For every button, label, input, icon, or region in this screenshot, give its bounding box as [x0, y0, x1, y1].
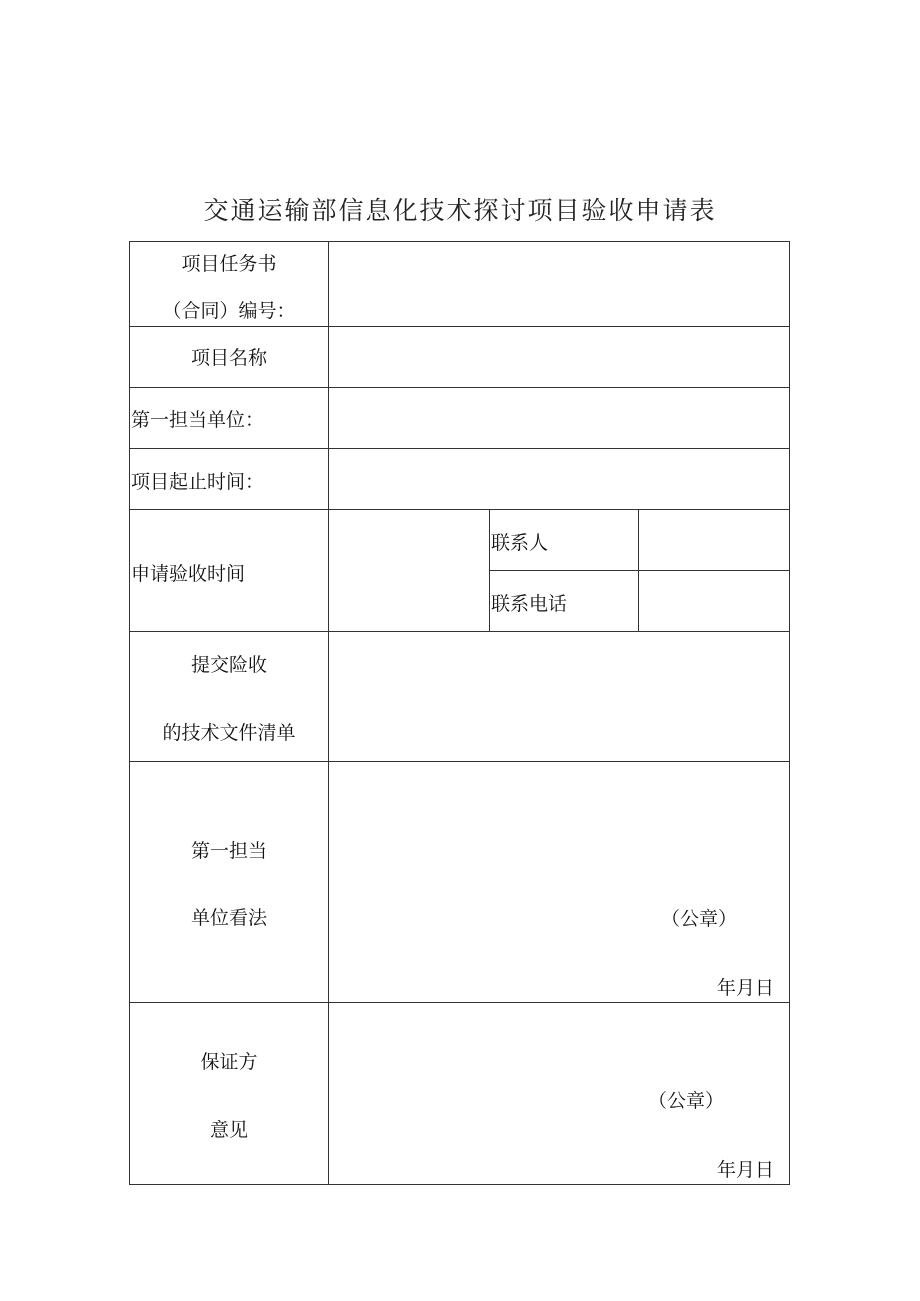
contact-label-divider	[489, 509, 490, 631]
lead-unit-field[interactable]	[329, 388, 789, 448]
lead-opinion-label-line2: 单位看法	[190, 907, 267, 929]
apply-time-field[interactable]	[329, 510, 489, 631]
lead-opinion-label-line1: 第一担当	[190, 840, 267, 862]
project-name-label: 项目名称	[190, 347, 267, 369]
lead-unit-label: 第一担当单位：	[131, 409, 265, 431]
lead-opinion-date: 年月日	[717, 977, 775, 999]
project-period-label: 项目起止时间：	[131, 471, 265, 493]
task-book-label-line1: 项目任务书	[181, 253, 277, 275]
apply-time-label: 申请验收时间	[131, 563, 246, 585]
project-name-field[interactable]	[329, 327, 789, 387]
project-period-field[interactable]	[329, 449, 789, 509]
guarantor-label-line2: 意见	[209, 1119, 248, 1141]
application-form-table	[129, 241, 790, 1185]
task-book-label-line2: （合同）编号：	[162, 300, 296, 322]
contact-person-field[interactable]	[639, 510, 789, 570]
lead-opinion-seal: （公章）	[661, 908, 738, 930]
form-title: 交通运输部信息化技术探讨项目验收申请表	[203, 196, 717, 225]
lead-opinion-field[interactable]	[329, 762, 789, 1002]
docs-label-line2: 的技术文件清单	[162, 722, 296, 744]
contact-person-label: 联系人	[491, 532, 549, 554]
contact-phone-label: 联系电话	[491, 593, 568, 615]
docs-label-line1: 提交险收	[190, 654, 267, 676]
guarantor-seal: （公章）	[648, 1090, 725, 1112]
task-book-number-field[interactable]	[329, 242, 789, 326]
guarantor-date: 年月日	[717, 1159, 775, 1181]
contact-phone-field[interactable]	[639, 571, 789, 631]
guarantor-label-line1: 保证方	[200, 1051, 258, 1073]
docs-list-field[interactable]	[329, 632, 789, 761]
